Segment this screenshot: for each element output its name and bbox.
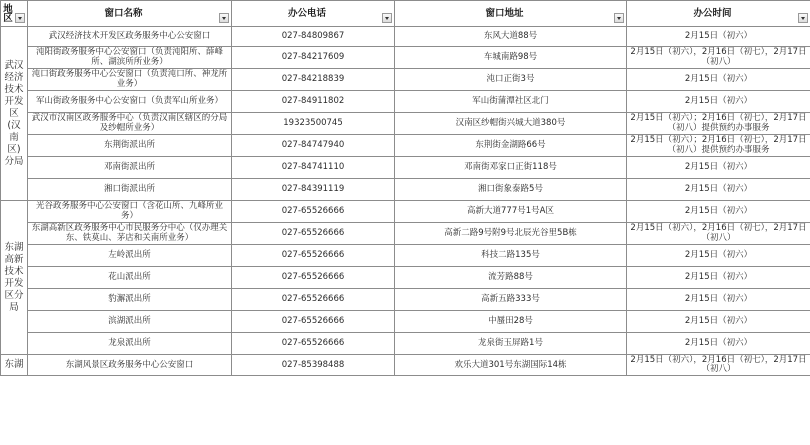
hours-cell: 2月15日（初六） xyxy=(627,157,810,179)
hours-cell: 2月15日（初六）；2月16日（初七），2月17日（初八）提供预约办事服务 xyxy=(627,135,810,157)
table-row xyxy=(1,27,810,47)
table-row xyxy=(1,69,810,91)
window-name-cell: 东湖高新区政务服务中心市民服务分中心（仅办理关东、铁莫山、茅店和关南所业务） xyxy=(28,223,232,245)
header-region xyxy=(1,1,28,27)
header-phone xyxy=(232,1,395,27)
phone-cell: 027-65526666 xyxy=(232,223,395,245)
address-cell: 高新大道777号1号A区 xyxy=(395,201,627,223)
table-row xyxy=(1,311,810,333)
table-row xyxy=(1,157,810,179)
table-row xyxy=(1,333,810,355)
address-cell: 湘口街象泰路5号 xyxy=(395,179,627,201)
window-name-cell: 邓南街派出所 xyxy=(28,157,232,179)
address-cell: 军山街蒲潭社区北门 xyxy=(395,91,627,113)
header-hours-label: 办公时间 xyxy=(693,8,732,19)
hours-filter-dropdown-icon[interactable] xyxy=(798,13,808,23)
window-name-cell: 花山派出所 xyxy=(28,267,232,289)
window-name-cell: 湘口街派出所 xyxy=(28,179,232,201)
hours-cell: 2月15日（初六），2月16日（初七），2月17日（初八） xyxy=(627,355,810,376)
hours-cell: 2月15日（初六） xyxy=(627,267,810,289)
address-cell: 流芳路88号 xyxy=(395,267,627,289)
hours-cell: 2月15日（初六） xyxy=(627,333,810,355)
table-row xyxy=(1,355,810,376)
header-phone-label: 办公电话 xyxy=(287,8,326,19)
phone-cell: 027-84741110 xyxy=(232,157,395,179)
table-row xyxy=(1,223,810,245)
phone-filter-dropdown-icon[interactable] xyxy=(382,13,392,23)
hours-cell: 2月15日（初六）；2月16日（初七），2月17日（初八）提供预约办事服务 xyxy=(627,113,810,135)
phone-cell: 027-84809867 xyxy=(232,27,395,47)
phone-cell: 027-65526666 xyxy=(232,201,395,223)
hours-cell: 2月15日（初六） xyxy=(627,311,810,333)
phone-cell: 027-84217609 xyxy=(232,47,395,69)
window-name-cell: 东荆街派出所 xyxy=(28,135,232,157)
header-address xyxy=(395,1,627,27)
address-cell: 龙泉街玉屏路1号 xyxy=(395,333,627,355)
hours-cell: 2月15日（初六） xyxy=(627,27,810,47)
phone-cell: 027-65526666 xyxy=(232,245,395,267)
table-row xyxy=(1,113,810,135)
window-name-cell: 龙泉派出所 xyxy=(28,333,232,355)
table-row xyxy=(1,135,810,157)
phone-cell: 19323500745 xyxy=(232,113,395,135)
header-region-label: 地区 xyxy=(3,3,13,24)
address-cell: 东荆街金湖路66号 xyxy=(395,135,627,157)
hours-cell: 2月15日（初六） xyxy=(627,245,810,267)
window-name-cell: 武汉经济技术开发区政务服务中心公安窗口 xyxy=(28,27,232,47)
phone-cell: 027-84911802 xyxy=(232,91,395,113)
phone-cell: 027-84391119 xyxy=(232,179,395,201)
window-name-cell: 左岭派出所 xyxy=(28,245,232,267)
window-name-cell: 光谷政务服务中心公安窗口（含花山所、九峰所业务） xyxy=(28,201,232,223)
table-row xyxy=(1,201,810,223)
header-hours xyxy=(627,1,810,27)
header-address-label: 窗口地址 xyxy=(485,8,524,19)
address-cell: 沌口正街3号 xyxy=(395,69,627,91)
phone-cell: 027-65526666 xyxy=(232,267,395,289)
hours-cell: 2月15日（初六） xyxy=(627,201,810,223)
table-row xyxy=(1,47,810,69)
phone-cell: 027-65526666 xyxy=(232,311,395,333)
address-cell: 科技二路135号 xyxy=(395,245,627,267)
window-name-cell: 军山街政务服务中心公安窗口（负责军山所业务） xyxy=(28,91,232,113)
table-row xyxy=(1,179,810,201)
hours-cell: 2月15日（初六） xyxy=(627,69,810,91)
header-window-name xyxy=(28,1,232,27)
phone-cell: 027-84218839 xyxy=(232,69,395,91)
address-cell: 高新二路9号附9号北辰光谷里5B栋 xyxy=(395,223,627,245)
address-cell: 高新五路333号 xyxy=(395,289,627,311)
hours-cell: 2月15日（初六） xyxy=(627,179,810,201)
header-row xyxy=(1,1,810,27)
table-row xyxy=(1,267,810,289)
phone-cell: 027-85398488 xyxy=(232,355,395,376)
window-name-cell: 东湖风景区政务服务中心公安窗口 xyxy=(28,355,232,376)
window-name-cell: 武汉市汉南区政务服务中心（负责汉南区辖区的分局及纱帽所业务） xyxy=(28,113,232,135)
window-name-filter-dropdown-icon[interactable] xyxy=(219,13,229,23)
hours-cell: 2月15日（初六），2月16日（初七），2月17日（初八） xyxy=(627,223,810,245)
phone-cell: 027-65526666 xyxy=(232,333,395,355)
table-row xyxy=(1,289,810,311)
window-name-cell: 沌口街政务服务中心公安窗口（负责沌口所、神龙所业务） xyxy=(28,69,232,91)
region-cell: 武汉经济技术开发区(汉南区)分局 xyxy=(1,27,28,201)
hours-cell: 2月15日（初六），2月16日（初七），2月17日（初八） xyxy=(627,47,810,69)
header-window-name-label: 窗口名称 xyxy=(104,8,143,19)
window-name-cell: 沌阳街政务服务中心公安窗口（负责沌阳所、薛峰所、湖滨所所业务） xyxy=(28,47,232,69)
hours-cell: 2月15日（初六） xyxy=(627,289,810,311)
table-row xyxy=(1,245,810,267)
address-cell: 欢乐大道301号东湖国际14栋 xyxy=(395,355,627,376)
hours-cell: 2月15日（初六） xyxy=(627,91,810,113)
address-cell: 中蜃田28号 xyxy=(395,311,627,333)
address-filter-dropdown-icon[interactable] xyxy=(614,13,624,23)
window-name-cell: 滨湖派出所 xyxy=(28,311,232,333)
region-cell: 东湖高新技术开发区分局 xyxy=(1,201,28,355)
phone-cell: 027-84747940 xyxy=(232,135,395,157)
window-name-cell: 豹澥派出所 xyxy=(28,289,232,311)
address-cell: 车城南路98号 xyxy=(395,47,627,69)
region-cell: 东湖 xyxy=(1,355,28,376)
address-cell: 东风大道88号 xyxy=(395,27,627,47)
region-filter-dropdown-icon[interactable] xyxy=(15,13,25,23)
phone-cell: 027-65526666 xyxy=(232,289,395,311)
address-cell: 邓南街邓家口正街118号 xyxy=(395,157,627,179)
address-cell: 汉南区纱帽街兴城大道380号 xyxy=(395,113,627,135)
table-row xyxy=(1,91,810,113)
